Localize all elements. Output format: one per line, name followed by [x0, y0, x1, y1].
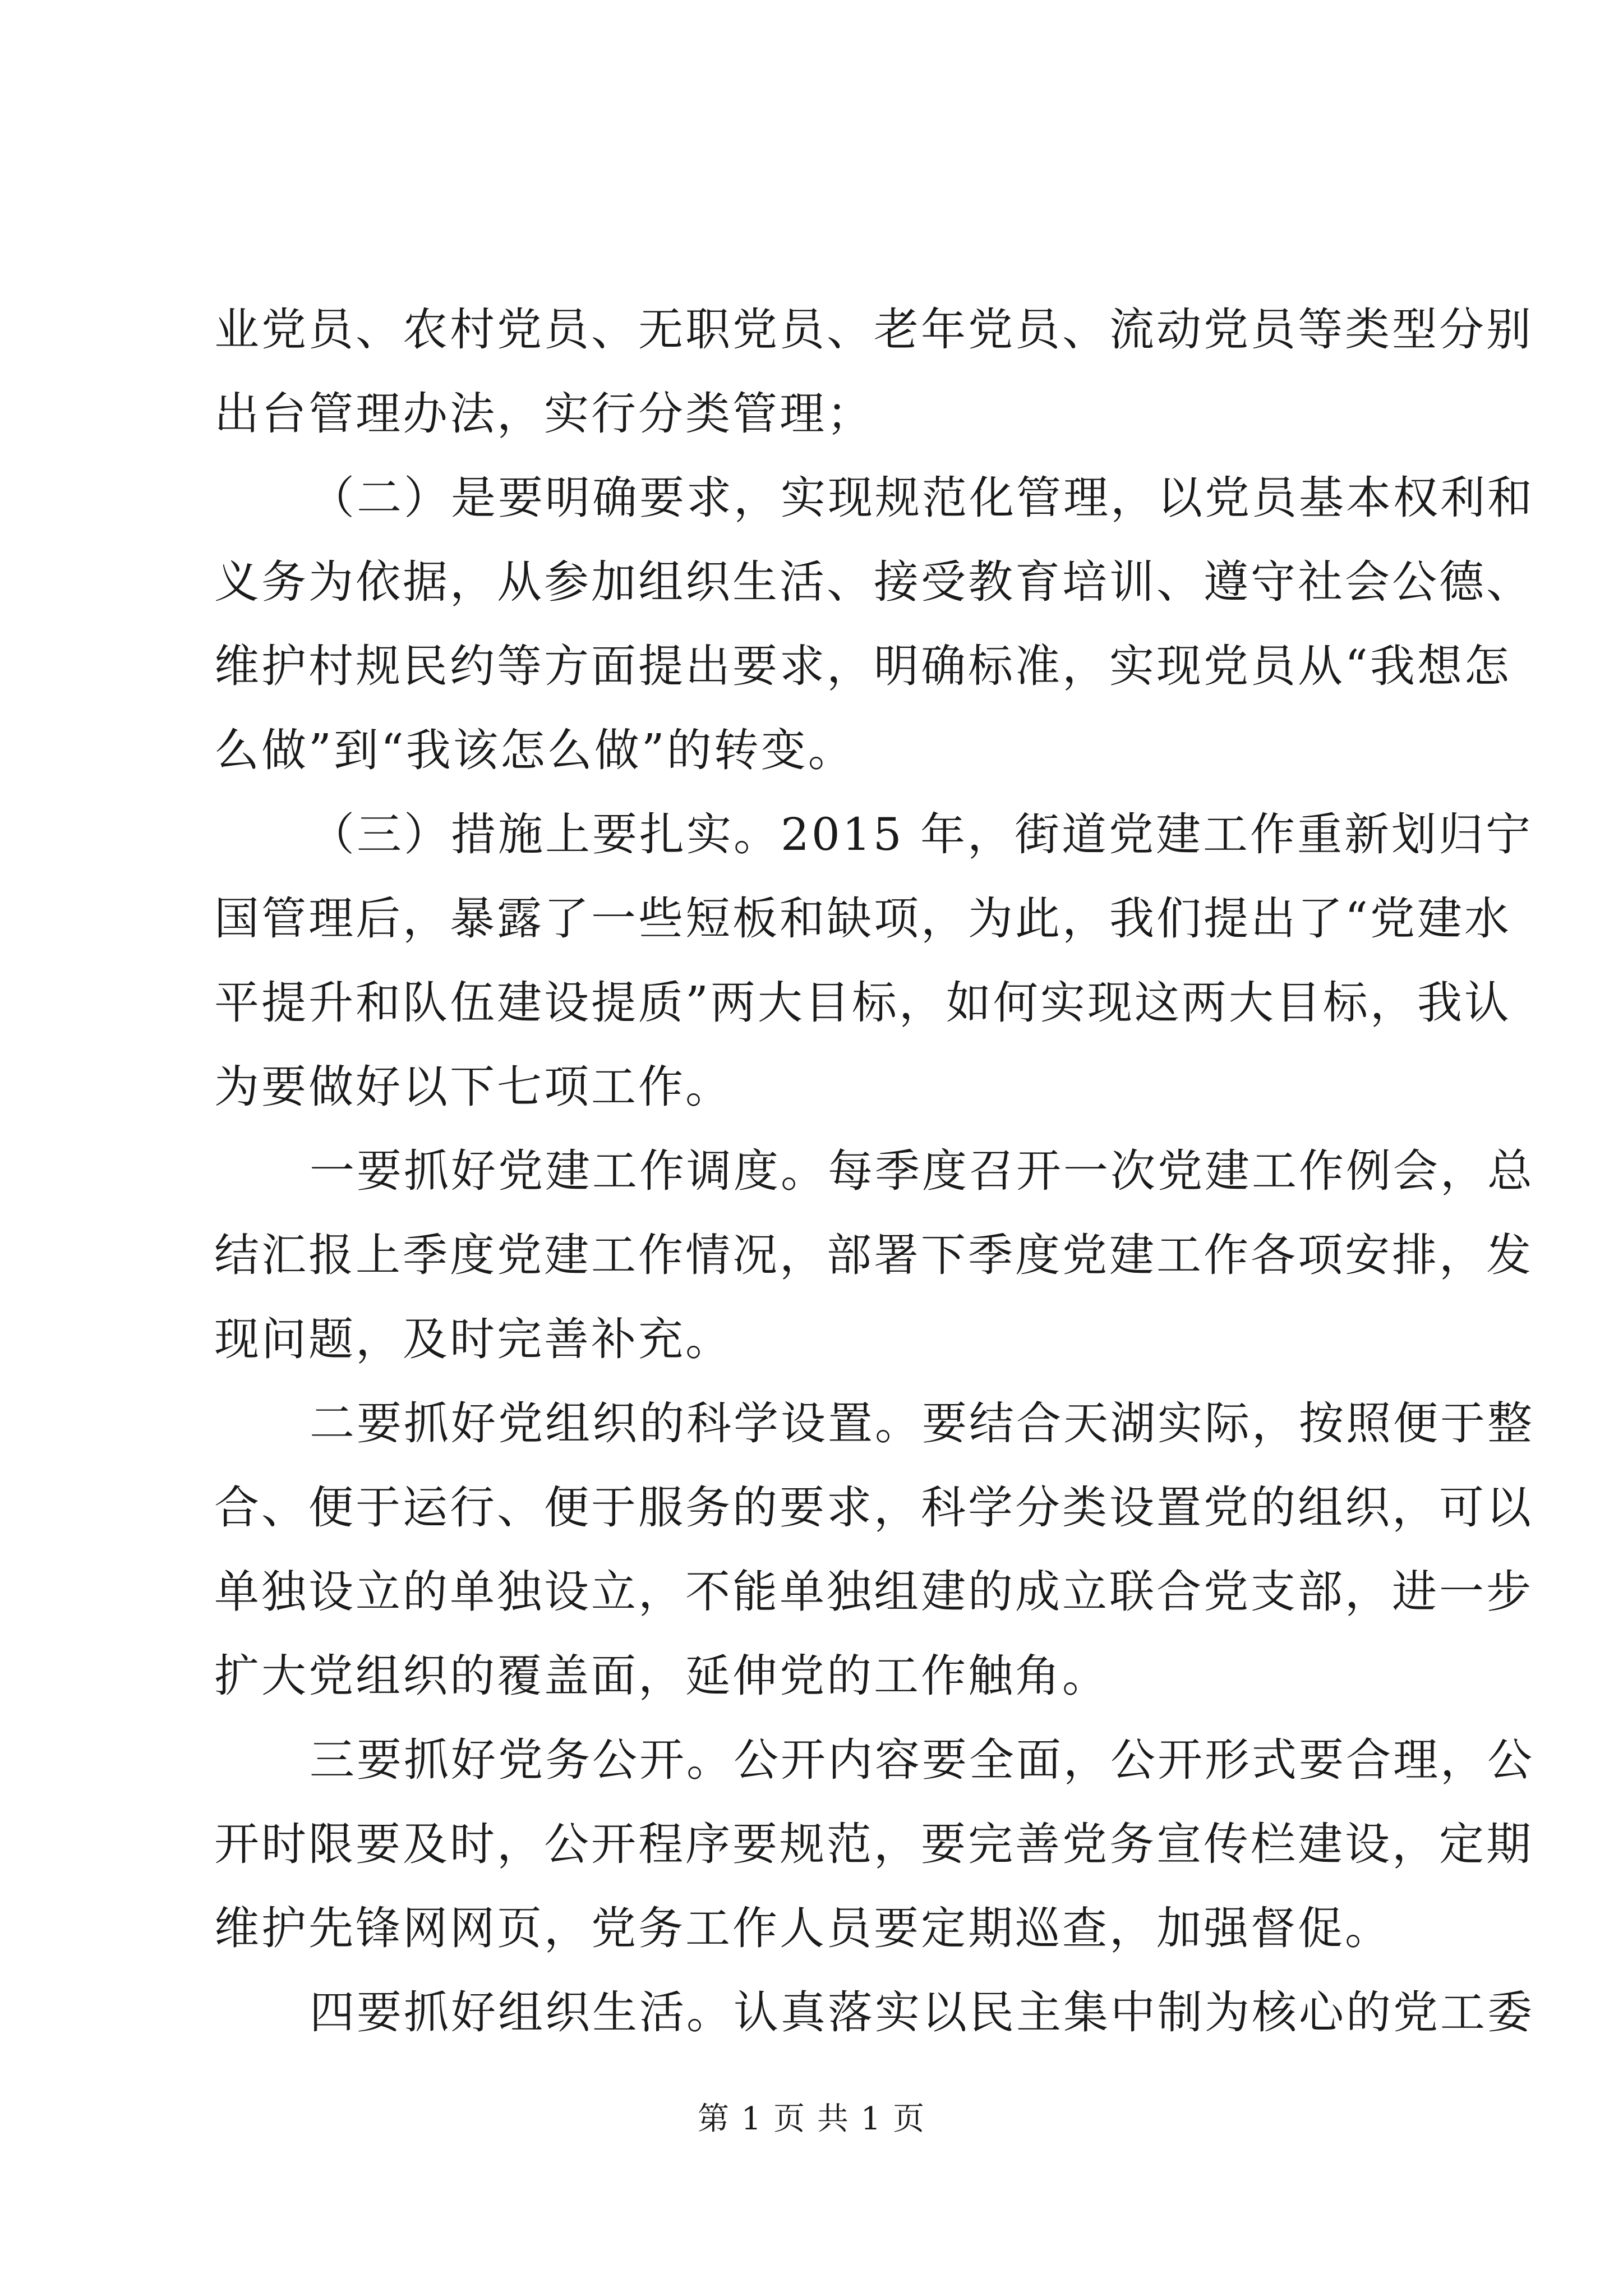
- text-line: 现问题，及时完善补充。: [214, 1313, 732, 1365]
- text-line: （二）是要明确要求，实现规范化管理，以党员基本权利和: [310, 472, 1534, 524]
- text-line: 义务为依据，从参加组织生活、接受教育培训、遵守社会公德、: [214, 556, 1533, 608]
- text-line: 单独设立的单独设立，不能单独组建的成立联合党支部，进一步: [214, 1566, 1533, 1618]
- text-line: 维护先锋网网页，党务工作人员要定期巡查，加强督促。: [214, 1902, 1392, 1954]
- text-line: 为要做好以下七项工作。: [214, 1061, 732, 1113]
- text-line: 维护村规民约等方面提出要求，明确标准，实现党员从“我想怎: [214, 640, 1511, 692]
- text-line: 开时限要及时，公开程序要规范，要完善党务宣传栏建设，定期: [214, 1818, 1533, 1870]
- text-line: 结汇报上季度党建工作情况，部署下季度党建工作各项安排，发: [214, 1229, 1533, 1281]
- text-line: 四要抓好组织生活。认真落实以民主集中制为核心的党工委: [310, 1986, 1534, 2039]
- text-line: 出台管理办法，实行分类管理；: [214, 388, 874, 440]
- text-line: 国管理后，暴露了一些短板和缺项，为此，我们提出了“党建水: [214, 892, 1511, 945]
- text-line: 平提升和队伍建设提质”两大目标，如何实现这两大目标，我认: [214, 977, 1511, 1029]
- text-line: 三要抓好党务公开。公开内容要全面，公开形式要合理，公: [310, 1734, 1534, 1786]
- page-footer: 第 1 页 共 1 页: [697, 2101, 926, 2137]
- text-line: 么做”到“我该怎么做”的转变。: [214, 724, 855, 776]
- text-line: 业党员、农村党员、无职党员、老年党员、流动党员等类型分别: [214, 303, 1533, 356]
- text-line: 扩大党组织的覆盖面，延伸党的工作触角。: [214, 1650, 1109, 1702]
- text-line: 合、便于运行、便于服务的要求，科学分类设置党的组织，可以: [214, 1481, 1533, 1534]
- text-line: （三）措施上要扎实。2015 年，街道党建工作重新划归宁: [310, 808, 1533, 861]
- text-line: 一要抓好党建工作调度。每季度召开一次党建工作例会，总: [310, 1145, 1534, 1197]
- text-line: 二要抓好党组织的科学设置。要结合天湖实际，按照便于整: [310, 1397, 1534, 1450]
